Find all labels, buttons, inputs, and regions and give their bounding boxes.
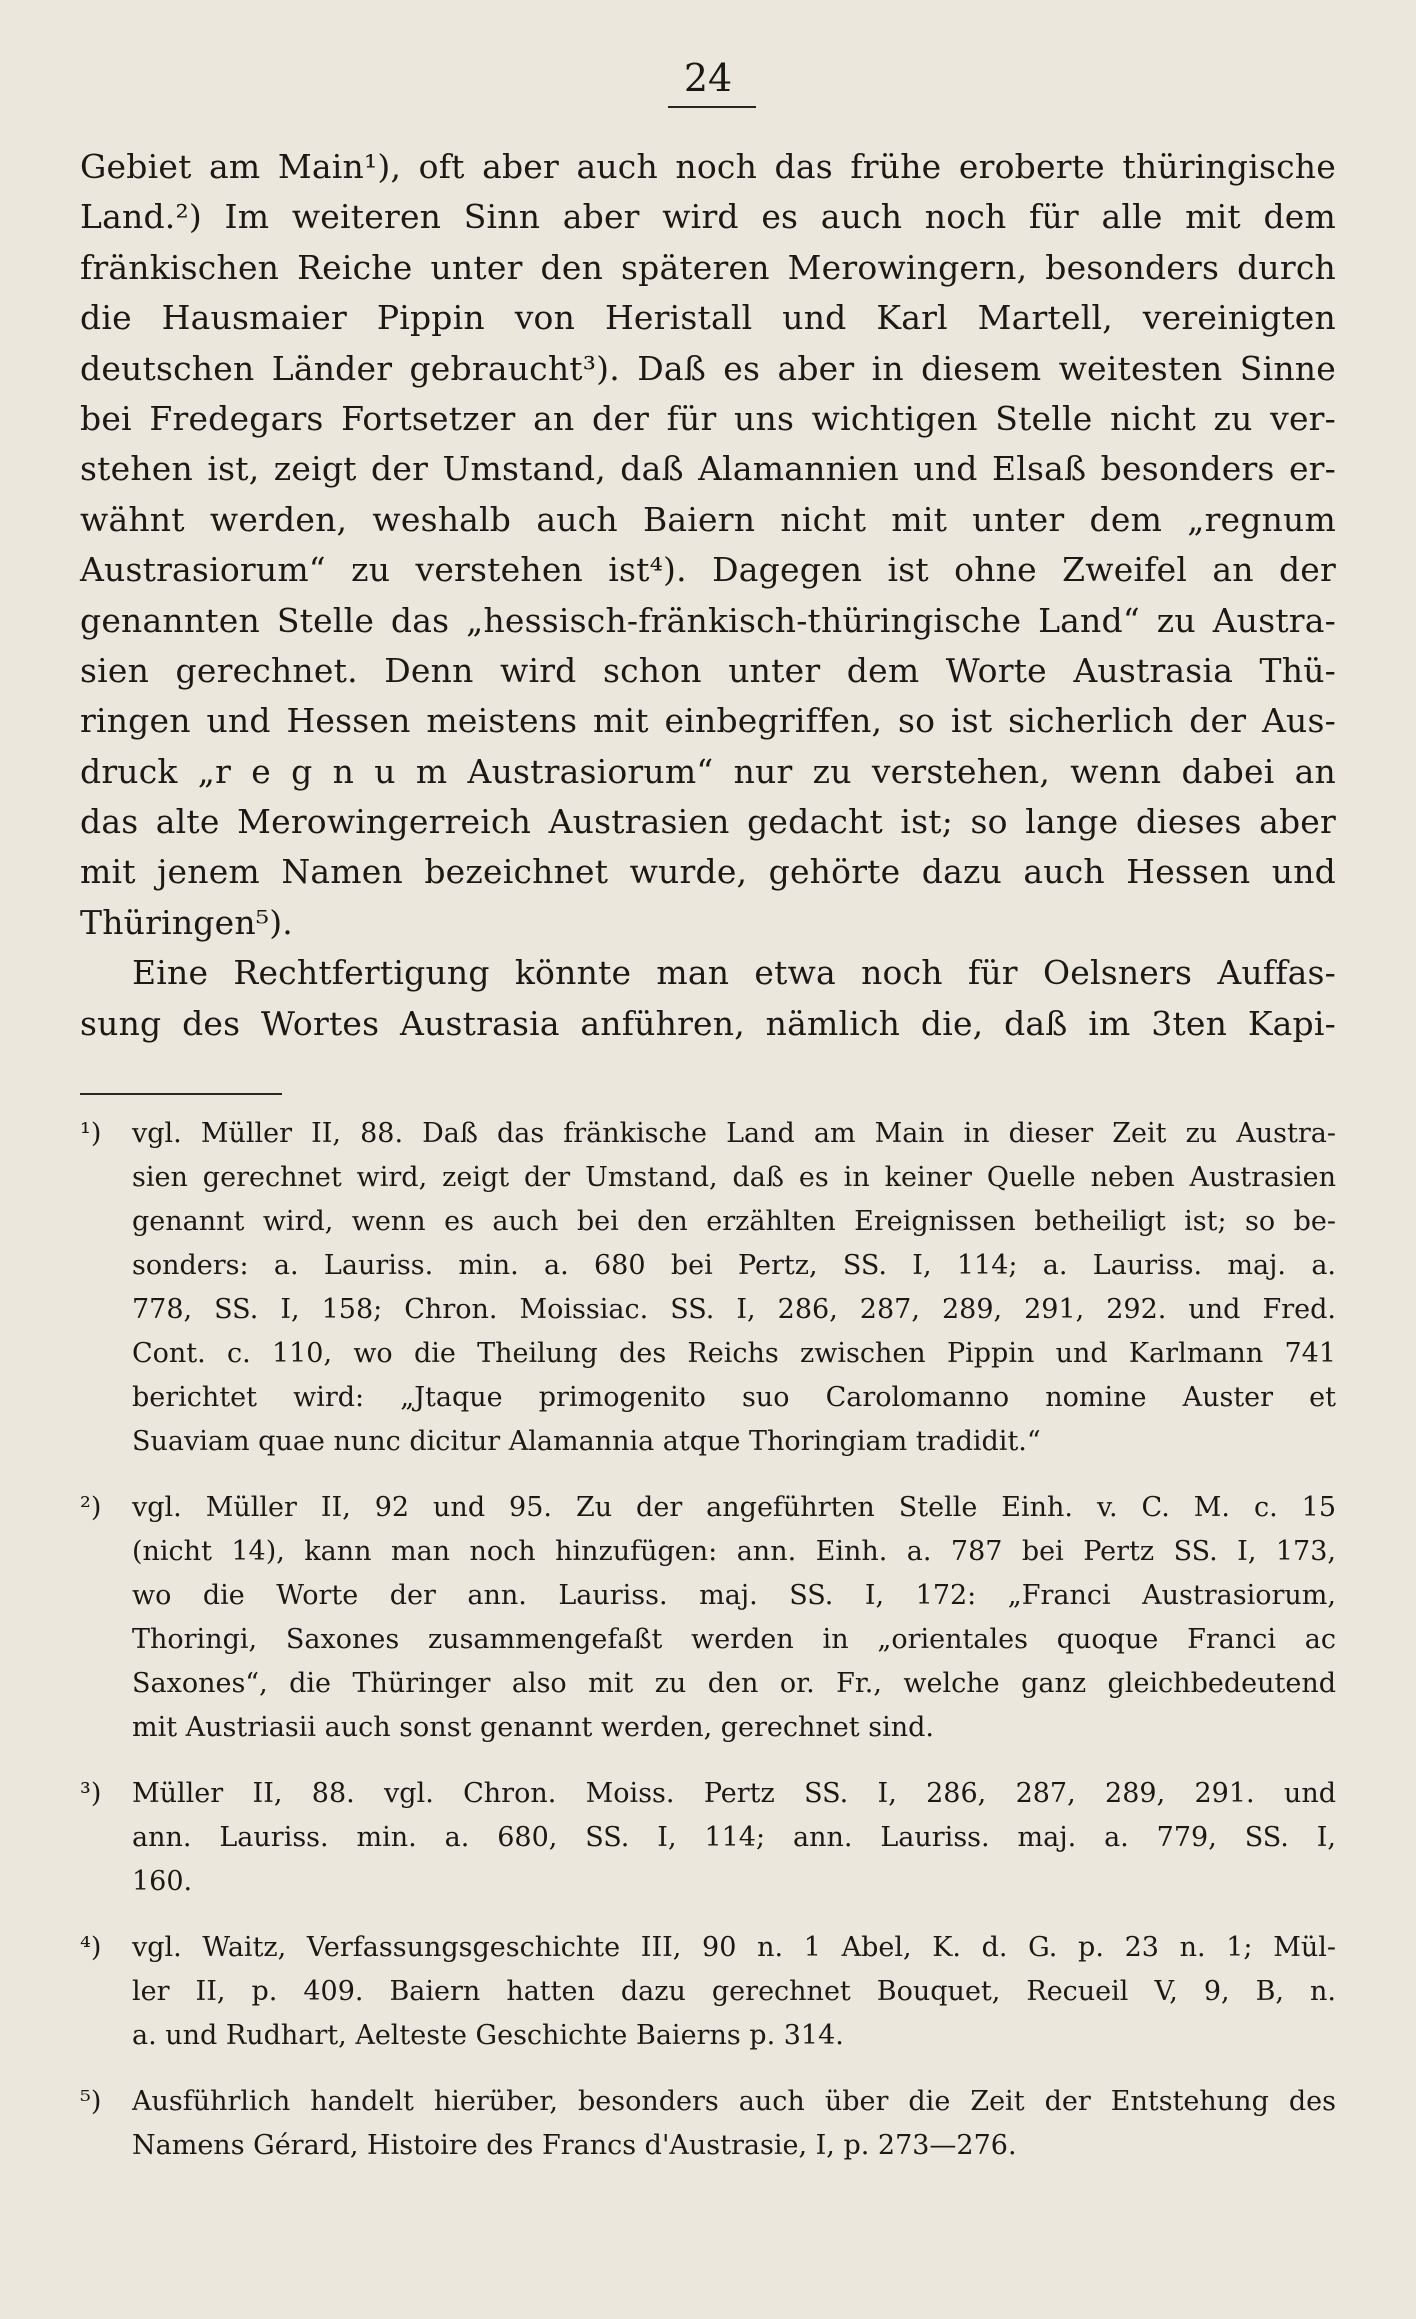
footnote-3 [80, 1772, 1336, 1904]
body-line: sung des Wortes Austrasia anführen, nämlich die, daß im 3ten Kapi- [80, 1003, 1336, 1043]
footnotes [80, 1112, 1336, 2190]
page-number: 24 [683, 56, 733, 100]
footnote-line: wo die Worte der ann. Lauriss. maj. SS. I, 172: „Franci Austrasiorum, [132, 1580, 1336, 1611]
body-line: Austrasiorum“ zu verstehen ist⁴). Dagegen ist ohne Zweifel an der [80, 550, 1336, 590]
body-line: sien gerechnet. Denn wird schon unter dem Worte Austrasia Thü- [80, 650, 1336, 690]
footnote-line: 160. [132, 1866, 193, 1897]
footnote-line: vgl. Müller II, 92 und 95. Zu der angeführten Stelle Einh. v. C. M. c. 15 [132, 1492, 1336, 1523]
footnote-marker: ²) [80, 1492, 102, 1523]
body-line: fränkischen Reiche unter den späteren Merowingern, besonders durch [80, 247, 1336, 287]
footnote-line: Thoringi, Saxones zusammengefaßt werden in „orientales quoque Franci ac [132, 1624, 1336, 1655]
body-line: Land.²) Im weiteren Sinn aber wird es auch noch für alle mit dem [80, 197, 1336, 237]
footnote-5 [80, 2080, 1336, 2168]
footnote-line: vgl. Waitz, Verfassungsgeschichte III, 90 n. 1 Abel, K. d. G. p. 23 n. 1; Mül- [132, 1932, 1336, 1963]
body-line: druck „r e g n u m Austrasiorum“ nur zu verstehen, wenn dabei an [80, 751, 1336, 791]
body-line: bei Fredegars Fortsetzer an der für uns wichtigen Stelle nicht zu ver- [80, 398, 1336, 438]
body-line: deutschen Länder gebraucht³). Daß es aber in diesem weitesten Sinne [80, 348, 1336, 388]
footnote-4 [80, 1926, 1336, 2058]
footnote-line: Ausführlich handelt hierüber, besonders auch über die Zeit der Entstehung des [132, 2086, 1336, 2117]
footnote-2 [80, 1486, 1336, 1750]
body-line: Gebiet am Main¹), oft aber auch noch das frühe eroberte thüringische [80, 147, 1336, 186]
body-line: die Hausmaier Pippin von Heristall und Karl Martell, vereinigten [80, 298, 1336, 338]
footnote-line: ann. Lauriss. min. a. 680, SS. I, 114; ann. Lauriss. maj. a. 779, SS. I, [132, 1822, 1336, 1853]
body-line: genannten Stelle das „hessisch-fränkisch-thüringische Land“ zu Austra- [80, 600, 1336, 640]
body-line: ringen und Hessen meistens mit einbegriffen, so ist sicherlich der Aus- [80, 701, 1336, 741]
footnote-marker: ⁵) [80, 2086, 102, 2117]
footnote-line: sien gerechnet wird, zeigt der Umstand, daß es in keiner Quelle neben Austrasien [132, 1162, 1336, 1193]
footnote-1 [80, 1112, 1336, 1464]
footnote-line: vgl. Müller II, 88. Daß das fränkische Land am Main in dieser Zeit zu Austra- [132, 1118, 1336, 1149]
footnote-line: Cont. c. 110, wo die Theilung des Reichs zwischen Pippin und Karlmann 741 [132, 1338, 1336, 1369]
footnote-line: Namens Gérard, Histoire des Francs d'Austrasie, I, p. 273—276. [132, 2130, 1017, 2161]
footnote-line: a. und Rudhart, Aelteste Geschichte Baierns p. 314. [132, 2020, 844, 2051]
body-line: Thüringen⁵). [80, 902, 294, 942]
footnote-marker: ³) [80, 1778, 102, 1809]
body-line: wähnt werden, weshalb auch Baiern nicht mit unter dem „regnum [80, 499, 1336, 539]
footnote-line: (nicht 14), kann man noch hinzufügen: ann. Einh. a. 787 bei Pertz SS. I, 173, [132, 1536, 1336, 1567]
footnote-rule [80, 1093, 282, 1095]
footnote-marker: ⁴) [80, 1932, 102, 1963]
body-line: Eine Rechtfertigung könnte man etwa noch für Oelsners Auffas- [132, 953, 1336, 993]
footnote-line: Saxones“, die Thüringer also mit zu den or. Fr., welche ganz gleichbedeutend [132, 1668, 1336, 1699]
footnote-line: mit Austriasii auch sonst genannt werden, gerechnet sind. [132, 1712, 934, 1743]
footnote-line: Suaviam quae nunc dicitur Alamannia atque Thoringiam tradidit.“ [132, 1426, 1041, 1457]
footnote-marker: ¹) [80, 1118, 102, 1149]
body-line: mit jenem Namen bezeichnet wurde, gehörte dazu auch Hessen und [80, 852, 1336, 892]
body-line: das alte Merowingerreich Austrasien gedacht ist; so lange dieses aber [80, 802, 1336, 842]
footnote-line: genannt wird, wenn es auch bei den erzählten Ereignissen betheiligt ist; so be- [132, 1206, 1336, 1237]
footnote-line: berichtet wird: „Jtaque primogenito suo Carolomanno nomine Auster et [132, 1382, 1336, 1413]
body-text [80, 142, 1336, 1049]
footnote-line: 778, SS. I, 158; Chron. Moissiac. SS. I, 286, 287, 289, 291, 292. und Fred. [132, 1294, 1336, 1325]
footnote-line: sonders: a. Lauriss. min. a. 680 bei Pertz, SS. I, 114; a. Lauriss. maj. a. [132, 1250, 1336, 1281]
footnote-line: ler II, p. 409. Baiern hatten dazu gerechnet Bouquet, Recueil V, 9, B, n. [132, 1976, 1336, 2007]
body-line: stehen ist, zeigt der Umstand, daß Alamannien und Elsaß besonders er- [80, 449, 1336, 489]
page-number-rule [668, 106, 756, 108]
footnote-line: Müller II, 88. vgl. Chron. Moiss. Pertz SS. I, 286, 287, 289, 291. und [132, 1778, 1336, 1809]
